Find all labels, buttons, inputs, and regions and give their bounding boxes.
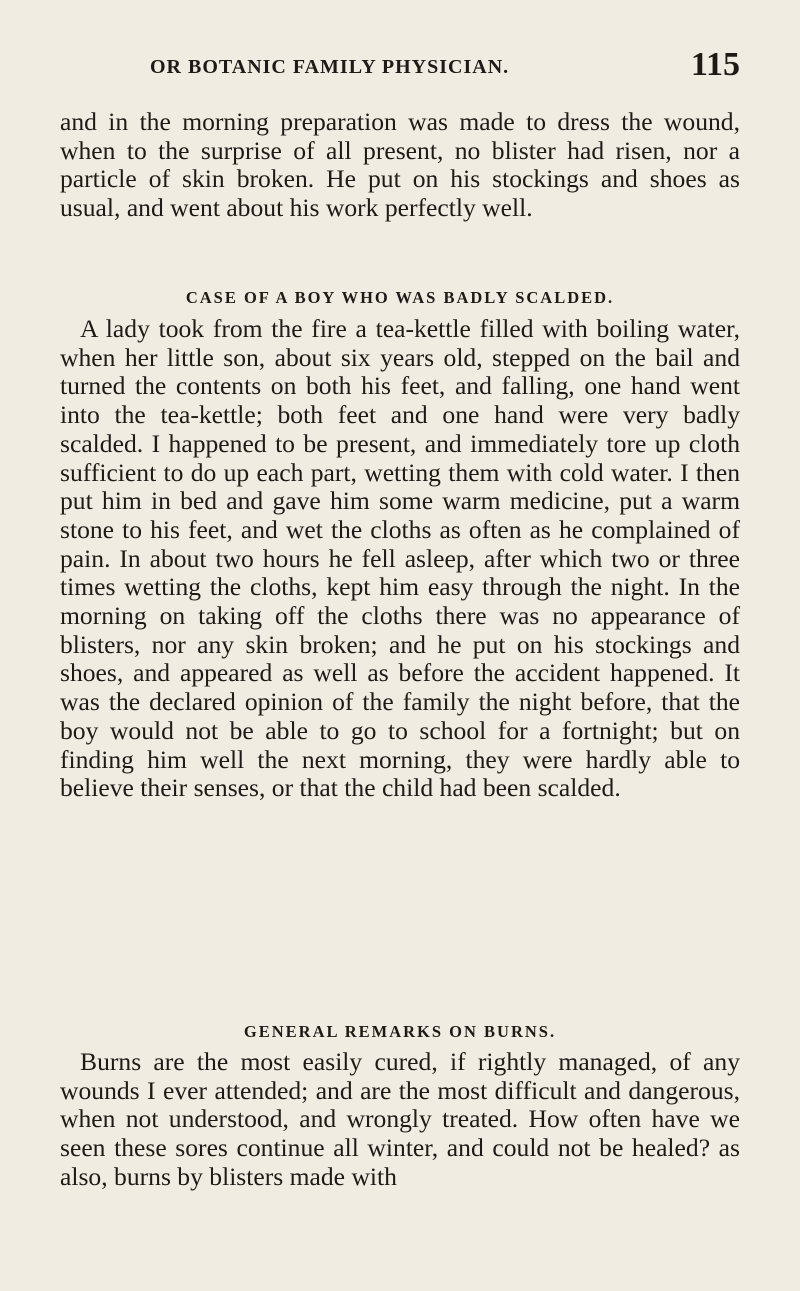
page-number: 115: [690, 46, 740, 83]
paragraph-text: A lady took from the fire a tea-kettle filled with boiling water, when her little son, about six years old, stepped on the bail and turned the contents on both his feet, and falling, one hand went into the tea-kettle; both feet and one hand were very badly scalded. I happened to be present, and immediately tore up cloth sufficient to do up each part, wetting them with cold water. I then put him in bed and gave him some warm medicine, put a warm stone to his feet, and wet the cloths as often as he complained of pain. In about two hours he fell asleep, after which two or three times wetting the cloths, kept him easy through the night. In the morning on taking off the cloths there was no appearance of blisters, nor any skin broken; and he put on his stockings and shoes, and appeared as well as before the accident happened. It was the declared opinion of the family the night before, that the boy would not be able to go to school for a fortnight; but on finding him well the next morning, they were hardly able to believe their senses, or that the child had been scalded.: [60, 314, 740, 803]
paragraph-burns: [60, 1048, 740, 1192]
running-head: [150, 44, 740, 84]
paragraph-text: and in the morning preparation was made to dress the wound, when to the surprise of all present, no blister had risen, nor a particle of skin broken. He put on his stockings and shoes as usual, and went about his work perfectly well.: [60, 107, 740, 223]
section-heading-scalded-boy: CASE OF A BOY WHO WAS BADLY SCALDED.: [185, 288, 615, 307]
paragraph-continuation: [60, 108, 740, 223]
paragraph-text: Burns are the most easily cured, if rightly managed, of any wounds I ever attended; and are the most difficult and dangerous, when not understood, and wrongly treated. How often have we seen these sores continue all winter, and could not be healed? as also, burns by blisters made with: [60, 1047, 740, 1191]
section-heading-burns: GENERAL REMARKS ON BURNS.: [243, 1022, 557, 1041]
running-head-title: OR BOTANIC FAMILY PHYSICIAN.: [150, 56, 510, 78]
paragraph-scalded-boy: [60, 315, 740, 803]
